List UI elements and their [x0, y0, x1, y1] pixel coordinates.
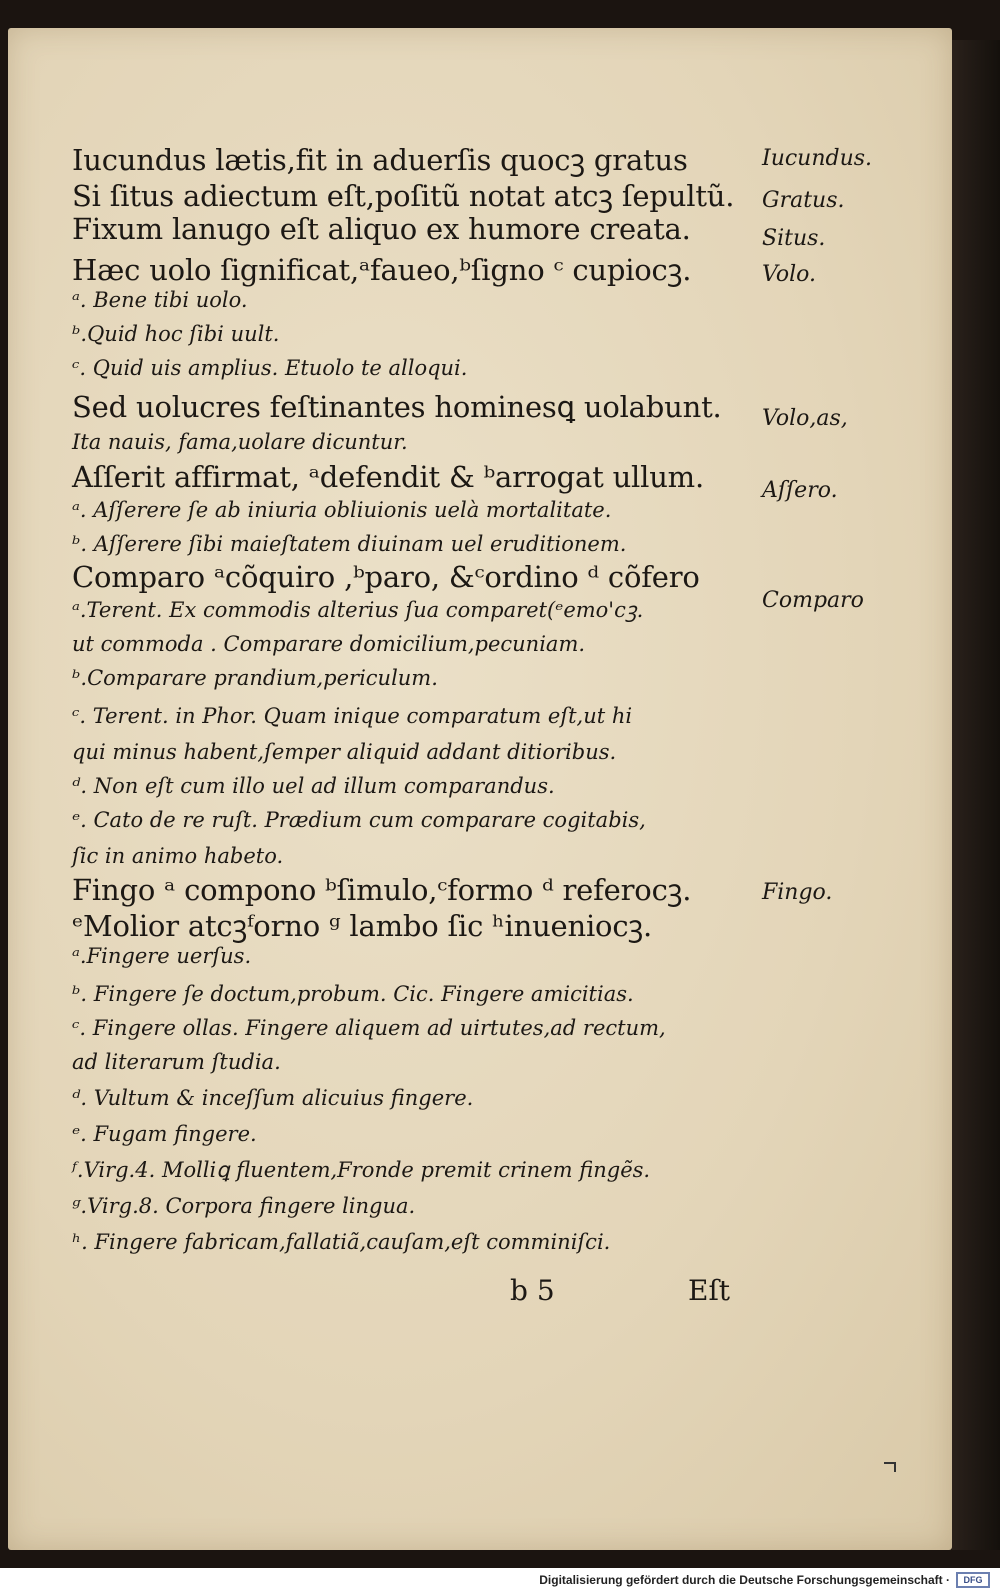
margin-note: Situs.: [762, 226, 826, 251]
note-line: ʰ. Fingere fabricam,fallatiã,cauſam,eſt comminiſci.: [72, 1230, 611, 1254]
margin-note: Volo,as,: [762, 406, 848, 431]
note-line: ᵃ. Bene tibi uolo.: [72, 288, 248, 312]
verse-line: Fingo ᵃ compono ᵇſimulo,ᶜformo ᵈ referocꝫ.: [72, 873, 692, 907]
note-line: ᵃ.Terent. Ex commodis alterius ſua comparet(ᵉemo'cꝫ.: [72, 598, 644, 622]
note-line: ᶜ. Fingere ollas. Fingere aliquem ad uirtutes,ad rectum,: [72, 1016, 666, 1040]
note-line: ᵈ. Non eſt cum illo uel ad illum comparandus.: [72, 774, 555, 798]
note-line: qui minus habent,ſemper aliquid addant ditioribus.: [72, 740, 617, 764]
note-line: ᶠ.Virg.4. Molliꝗ fluentem,Fronde premit crinem fingẽs.: [72, 1158, 651, 1182]
note-line: ᵉ. Fugam fingere.: [72, 1122, 257, 1146]
verse-line: Aſſerit affirmat, ᵃdefendit & ᵇarrogat ullum.: [72, 460, 705, 494]
note-line: ᵈ. Vultum & inceſſum alicuius fingere.: [72, 1086, 474, 1110]
margin-note: Volo.: [762, 262, 817, 287]
verse-line: ᵉMolior atcꝫᶠorno ᵍ lambo ſic ʰinueniocꝫ.: [72, 909, 652, 943]
verse-line: Comparo ᵃcõquiro ,ᵇparo, &ᶜordino ᵈ cõfero: [72, 560, 700, 594]
verse-line: Hæc uolo ſignificat,ᵃfaueo,ᵇſigno ᶜ cupiocꝫ.: [72, 253, 692, 287]
verse-line: Sed uolucres feſtinantes hominesꝗ uolabunt.: [72, 390, 722, 424]
note-line: ut commoda . Comparare domicilium,pecuniam.: [72, 632, 586, 656]
margin-note: Comparo: [762, 588, 864, 613]
note-line: ᵉ. Cato de re ruſt. Prædium cum comparare cogitabis,: [72, 808, 646, 832]
note-line: Ita nauis, fama,uolare dicuntur.: [72, 430, 408, 454]
verse-line: Fixum lanugo eſt aliquo ex humore creata.: [72, 212, 691, 246]
dfg-logo: DFG: [956, 1572, 990, 1588]
margin-note: Aſſero.: [762, 478, 838, 503]
margin-note: Fingo.: [762, 880, 833, 905]
corner-mark: [884, 1462, 896, 1472]
note-line: ᵇ.Quid hoc ſibi uult.: [72, 322, 280, 346]
book-binding: [952, 40, 1000, 1550]
note-line: ad literarum ſtudia.: [72, 1050, 281, 1074]
note-line: ᵃ.Fingere uerſus.: [72, 944, 252, 968]
note-line: ᵍ.Virg.8. Corpora fingere lingua.: [72, 1194, 416, 1218]
margin-note: Gratus.: [762, 188, 845, 213]
note-line: ᵃ. Aſſerere ſe ab iniuria obliuionis uelà mortalitate.: [72, 498, 612, 522]
verse-line: Si ſitus adiectum eſt,poſitũ notat atcꝫ ſepultũ.: [72, 179, 735, 213]
note-line: ſic in animo habeto.: [72, 844, 284, 868]
signature-mark: b 5: [510, 1274, 555, 1307]
credit-text: Digitalisierung gefördert durch die Deutsche Forschungsgemeinschaft ·: [539, 1573, 950, 1587]
note-line: ᵇ. Fingere ſe doctum,probum. Cic. Fingere amicitias.: [72, 982, 634, 1006]
credit-bar: [0, 1568, 1000, 1594]
margin-note: Iucundus.: [762, 146, 873, 171]
note-line: ᵇ.Comparare prandium,periculum.: [72, 666, 438, 690]
note-line: ᶜ. Terent. in Phor. Quam inique comparatum eſt,ut hi: [72, 704, 633, 728]
verse-line: Iucundus lætis,fit in aduerſis quocꝫ gratus: [72, 143, 688, 177]
note-line: ᵇ. Aſſerere ſibi maieſtatem diuinam uel eruditionem.: [72, 532, 627, 556]
catchword: Eſt: [688, 1274, 731, 1307]
note-line: ᶜ. Quid uis amplius. Etuolo te alloqui.: [72, 356, 468, 380]
